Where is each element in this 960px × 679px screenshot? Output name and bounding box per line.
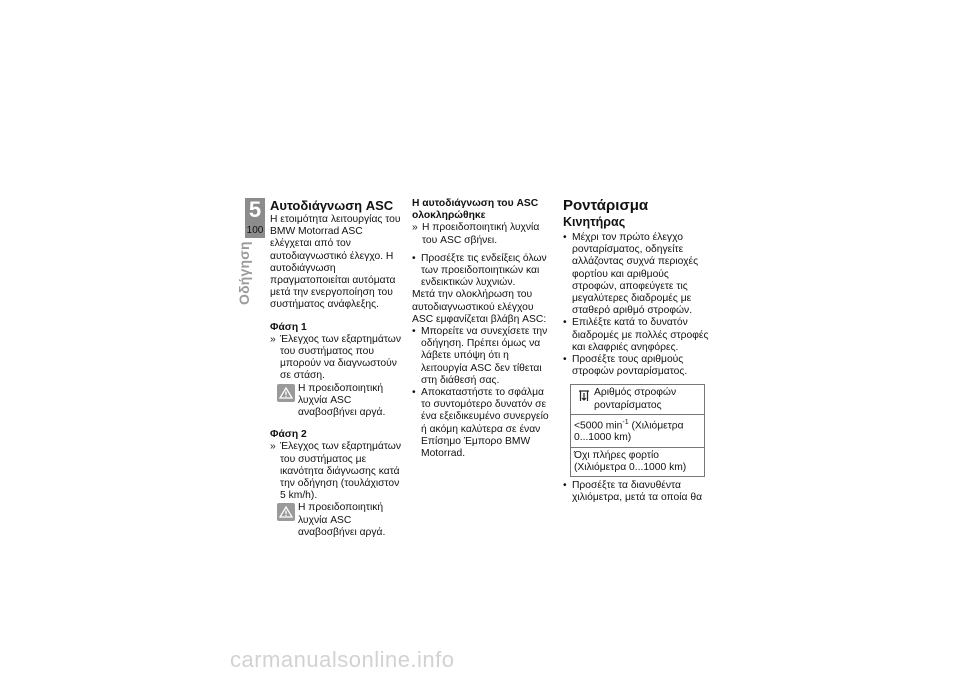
list-item — [563, 232, 711, 317]
column-1 — [270, 198, 405, 539]
list-item-text: Μέχρι τον πρώτο έλεγχο ρονταρίσματος, οδηγείτε αλλάζοντας συχνά περιοχές φορτίου και αριθμούς στροφών, αποφεύγετε τις μεγαλύτερες διαδρομές με σταθερό αριθμό στροφών. — [572, 232, 699, 317]
table-header-cell — [571, 385, 705, 414]
step-marker: » — [270, 333, 276, 345]
page-number: 100 — [246, 225, 264, 236]
list-item — [563, 354, 711, 378]
bullet-marker: • — [563, 232, 567, 243]
phase1-note-text: Η προειδοποιητική λυχνία ASC αναβοσβήνει αργά. — [298, 382, 386, 419]
list-item-text: Επιλέξτε κατά το δυνατόν διαδρομές με πολλές στροφές και ελαφριές ανηφόρες. — [572, 317, 709, 353]
table-row — [571, 385, 705, 414]
bullet-marker: • — [563, 354, 567, 366]
list-item-text: Μπορείτε να συνεχίσετε την οδήγηση. Πρέπει όμως να λάβετε υπόψη ότι η λειτουργία ASC δεν τίθεται στη διάθεσή σας. — [421, 326, 548, 386]
step-marker: » — [270, 441, 276, 453]
column-2 — [412, 198, 552, 460]
phase1-title: Φάση 1 — [270, 321, 307, 333]
section-heading-running-in: Ροντάρισμα — [563, 197, 649, 214]
running-in-rpm-table — [570, 384, 705, 477]
chapter-number: 5 — [248, 197, 262, 222]
list-item-text: Προσέξτε τους αριθμούς στροφών ρονταρίσματος. — [572, 354, 688, 378]
phase2-note-text: Η προειδοποιητική λυχνία ASC αναβοσβήνει αργά. — [298, 502, 386, 538]
phase2-step — [270, 441, 405, 502]
section-heading-asc-complete: Η αυτοδιάγνωση του ASC ολοκληρώθηκε — [412, 198, 539, 222]
intro-paragraph: Η ετοιμότητα λειτουργίας του BMW Motorrad ASC ελέγχεται από τον αυτοδιαγνωστικό έλεγχο. Η αυτοδιάγνωση πραγματοποιείται αυτόματα μετά την ενεργοποίηση του συστήματος ανάφλεξης. — [270, 214, 401, 311]
phase1-step — [270, 334, 405, 383]
phase2-note — [277, 502, 405, 539]
warning-lamp-icon — [277, 384, 295, 402]
table-row — [571, 414, 705, 447]
table-cell: Όχι πλήρες φορτίο (Χιλιόμετρα 0...1000 km) — [571, 447, 705, 476]
list-item — [563, 480, 711, 504]
watermark: carmanualsonline.info — [230, 647, 455, 672]
list-item — [412, 253, 552, 290]
bullet-marker: • — [563, 317, 567, 329]
rpm-limit-note: (Χιλιόμετρα 0...1000 km) — [574, 420, 684, 444]
bullet-marker: • — [563, 480, 567, 492]
column-3 — [563, 197, 711, 504]
table-header-text: Αριθμός στροφών ρονταρίσματος — [594, 387, 677, 411]
rev-counter-icon — [574, 387, 594, 411]
table-row — [571, 447, 705, 476]
list-item — [412, 387, 552, 460]
list-item — [563, 317, 711, 354]
complete-step — [412, 222, 552, 246]
phase1-step-text: Έλεγχος των εξαρτημάτων του συστήματος που μπορούν να διαγνωστούν σε στάση. — [280, 333, 401, 382]
table-cell — [571, 414, 705, 447]
complete-step-text: Η προειδοποιητική λυχνία του ASC σβήνει. — [422, 222, 540, 246]
section-heading-asc-self-diagnosis: Αυτοδιάγνωση ASC — [270, 198, 394, 213]
subheading-engine: Κινητήρας — [563, 215, 626, 229]
fault-paragraph: Μετά την ολοκλήρωση του αυτοδιαγνωστικού ελέγχου ASC εμφανίζεται βλάβη ASC: — [412, 289, 547, 325]
chapter-title-vertical: Οδήγηση — [236, 241, 252, 305]
list-item-text: Αποκαταστήστε το σφάλμα το συντομότερο δυνατόν σε ένα εξειδικευμένο συνεργείο ή ακόμη καλύτερα σε έναν Επίσημο Έμπορο BMW Motorrad. — [421, 387, 549, 460]
phase2-step-text: Έλεγχος των εξαρτημάτων του συστήματος με ικανότητα διάγνωσης κατά την οδήγηση (τουλάχιστον 5 km/h). — [280, 441, 401, 502]
list-item — [412, 326, 552, 387]
bullet-marker: • — [412, 387, 416, 399]
phase2-title: Φάση 2 — [270, 429, 307, 441]
step-marker: » — [412, 222, 418, 234]
bullet-marker: • — [412, 326, 416, 338]
phase1-note — [277, 383, 405, 420]
bullet-marker: • — [412, 252, 416, 264]
rpm-unit-exponent: -1 — [622, 418, 629, 426]
rpm-limit-value: <5000 min — [574, 420, 623, 432]
list-item-text: Προσέξτε τα διανυθέντα χιλιόμετρα, μετά τα οποία θα — [572, 480, 703, 504]
list-item-text: Προσέξτε τις ενδείξεις όλων των προειδοποιητικών και ενδεικτικών λυχνιών. — [421, 252, 547, 289]
warning-lamp-icon — [277, 503, 295, 521]
